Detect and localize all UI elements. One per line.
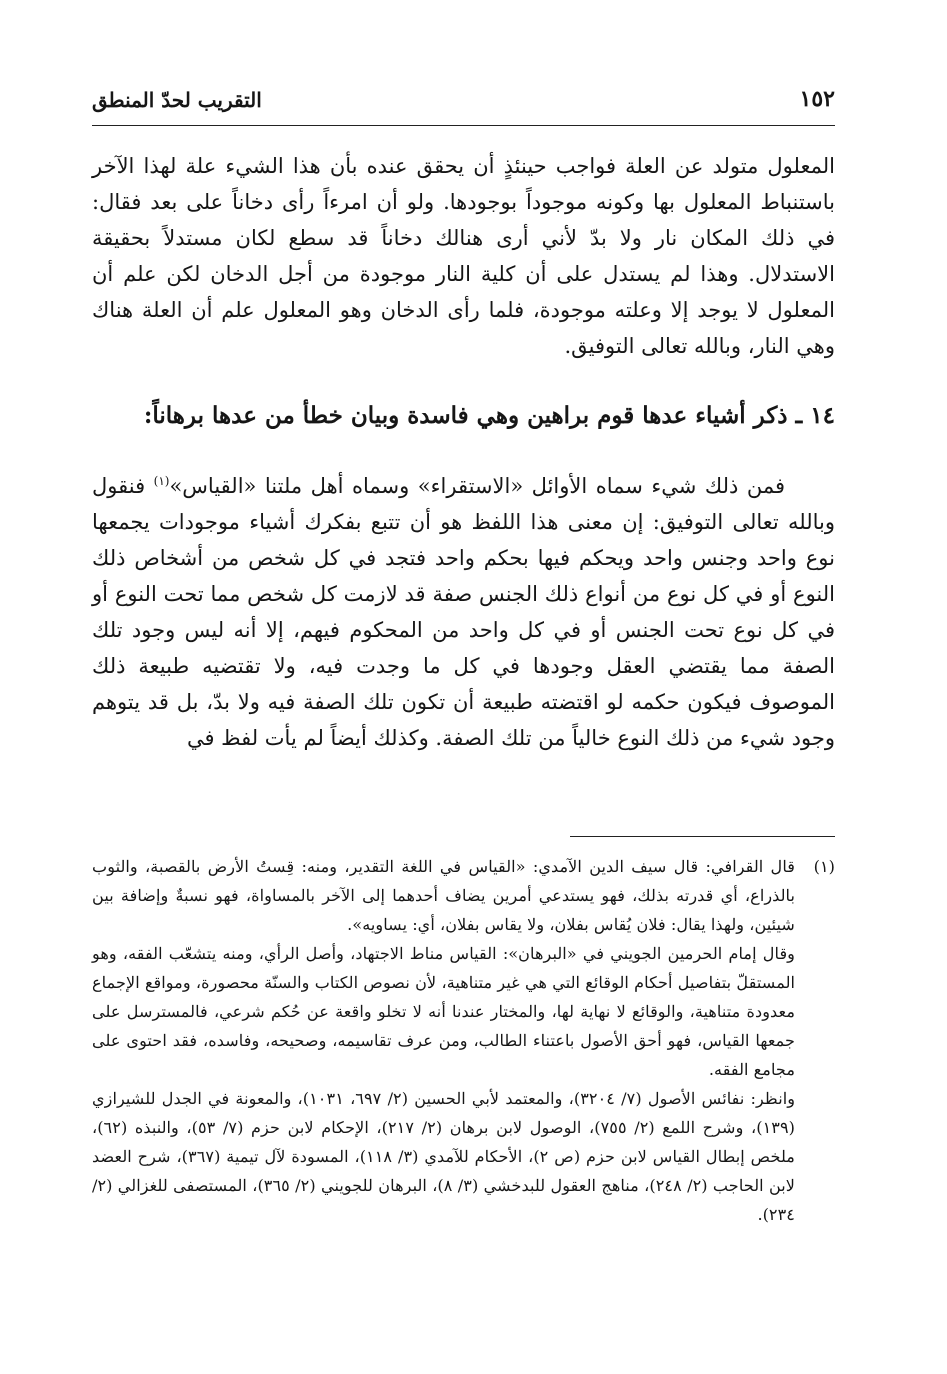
page-number: ١٥٢ (799, 86, 835, 112)
paragraph-2-rest: فنقول وبالله تعالى التوفيق: إن معنى هذا اللفظ هو أن تتبع بفكرك أشياء موجودات يجمعها نوع واحد وجنس واحد ويحكم فيها بحكم واحد فتجد في كل شخص من أشخاص ذلك النوع أو في كل نوع من أنواع ذلك الجنس صفة قد لازمت كل شخص مما تحت النوع أو في كل نوع تحت الجنس أو في كل واحد من المحكوم فيهم، إلا أنه ليس وجود تلك الصفة مما يقتضي العقل وجودها في كل ما وجدت فيه، ولا تقتضيه طبيعة ذلك الموصوف فيكون حكمه لو اقتضته طبيعة أن تكون تلك الصفة فيه ولا بدّ، بل قد يتوهم وجود شيء من ذلك النوع خالياً من تلك الصفة. وكذلك أيضاً لم يأت لفظ في (92, 474, 836, 750)
footnote-1 (92, 852, 835, 1229)
page-header (92, 84, 835, 128)
footnote-reference: (١) (153, 474, 170, 488)
running-title: التقريب لحدّ المنطق (92, 88, 262, 112)
footnote-para-3: وانظر: نفائس الأصول (٧/ ٣٢٠٤)، والمعتمد لأبي الحسين (٢/ ٦٩٧، ١٠٣١)، والمعونة في الجدل للشيرازي (١٣٩)، وشرح اللمع (٢/ ٧٥٥)، الوصول لابن برهان (٢/ ٢١٧)، الإحكام لابن حزم (٧/ ٥٣)، والنبذه (٦٢)، ملخص إبطال القياس لابن حزم (ص ٢)، الأحكام للآمدي (٣/ ١١٨)، المسودة لآل تيمية (٣٦٧)، شرح العضد لابن الحاجب (٢/ ٢٤٨)، مناهج العقول للبدخشي (٣/ ٨)، البرهان للجويني (٢/ ٣٦٥)، المستصفى للغزالي (٢/ ٢٣٤). (92, 1089, 796, 1224)
paragraph-1: المعلول متولد عن العلة فواجب حينئذٍ أن يحقق عنده بأن هذا الشيء علة لهذا الآخر باستنباط المعلول بها وكونه موجوداً بوجودها. ولو أن امرءاً رأى دخاناً على بعد فقال: في ذلك المكان نار ولا بدّ لأني أرى هنالك دخاناً قد سطع لكان مستدلاً بحقيقة الاستدلال. وهذا لم يستدل على أن كلية النار موجودة من أجل الدخان لكن علم أن المعلول لا يوجد إلا وعلته موجودة، فلما رأى الدخان وهو المعلول علم أن العلة هناك وهي النار، وبالله تعالى التوفيق. (92, 154, 835, 358)
footnote-para-2: وقال إمام الحرمين الجويني في «البرهان»: القياس مناط الاجتهاد، وأصل الرأي، ومنه يتشعّب الفقه، وهو المستقلّ بتفاصيل أحكام الوقائع التي هي غير متناهية، لأن نصوص الكتاب والسنّة محصورة، ومواقع الإجماع معدودة متناهية، والوقائع لا نهاية لها، والمختار عندنا أنه لا تخلو واقعة عن حُكم شرعي، فالمسترسل على جمعها القياس، فهو أحق الأصول باعتناء الطالب، ومن عرف تقاسيمه، وصحيحه، وفاسده، فقد احتوى على مجامع الفقه. (92, 944, 795, 1079)
footnote-separator (570, 836, 835, 837)
footnotes (92, 852, 835, 1229)
paragraph-2 (92, 468, 835, 756)
paragraph-2-start: فمن ذلك شيء سماه الأوائل «الاستقراء» وسماه أهل ملتنا «القياس» (169, 474, 786, 498)
footnote-number: (١) (813, 857, 835, 876)
header-rule (92, 125, 835, 126)
section-heading: ١٤ ـ ذكر أشياء عدها قوم براهين وهي فاسدة وبيان خطأ من عدها برهاناً: (143, 402, 835, 429)
main-text (92, 148, 835, 756)
footnote-para-1: قال القرافي: قال سيف الدين الآمدي: «القياس في اللغة التقدير، ومنه: قِستُ الأرض بالقصبة، والثوب بالذراع، أي قدرته بذلك، فهو يستدعي أمرين يضاف أحدهما إلى الآخر بالمساواة، فهو نسبةٌ وإضافة بين شيئين، ولهذا يقال: فلان يُقاس بفلان، ولا يقاس بفلان، أي: يساويه». (92, 857, 795, 934)
